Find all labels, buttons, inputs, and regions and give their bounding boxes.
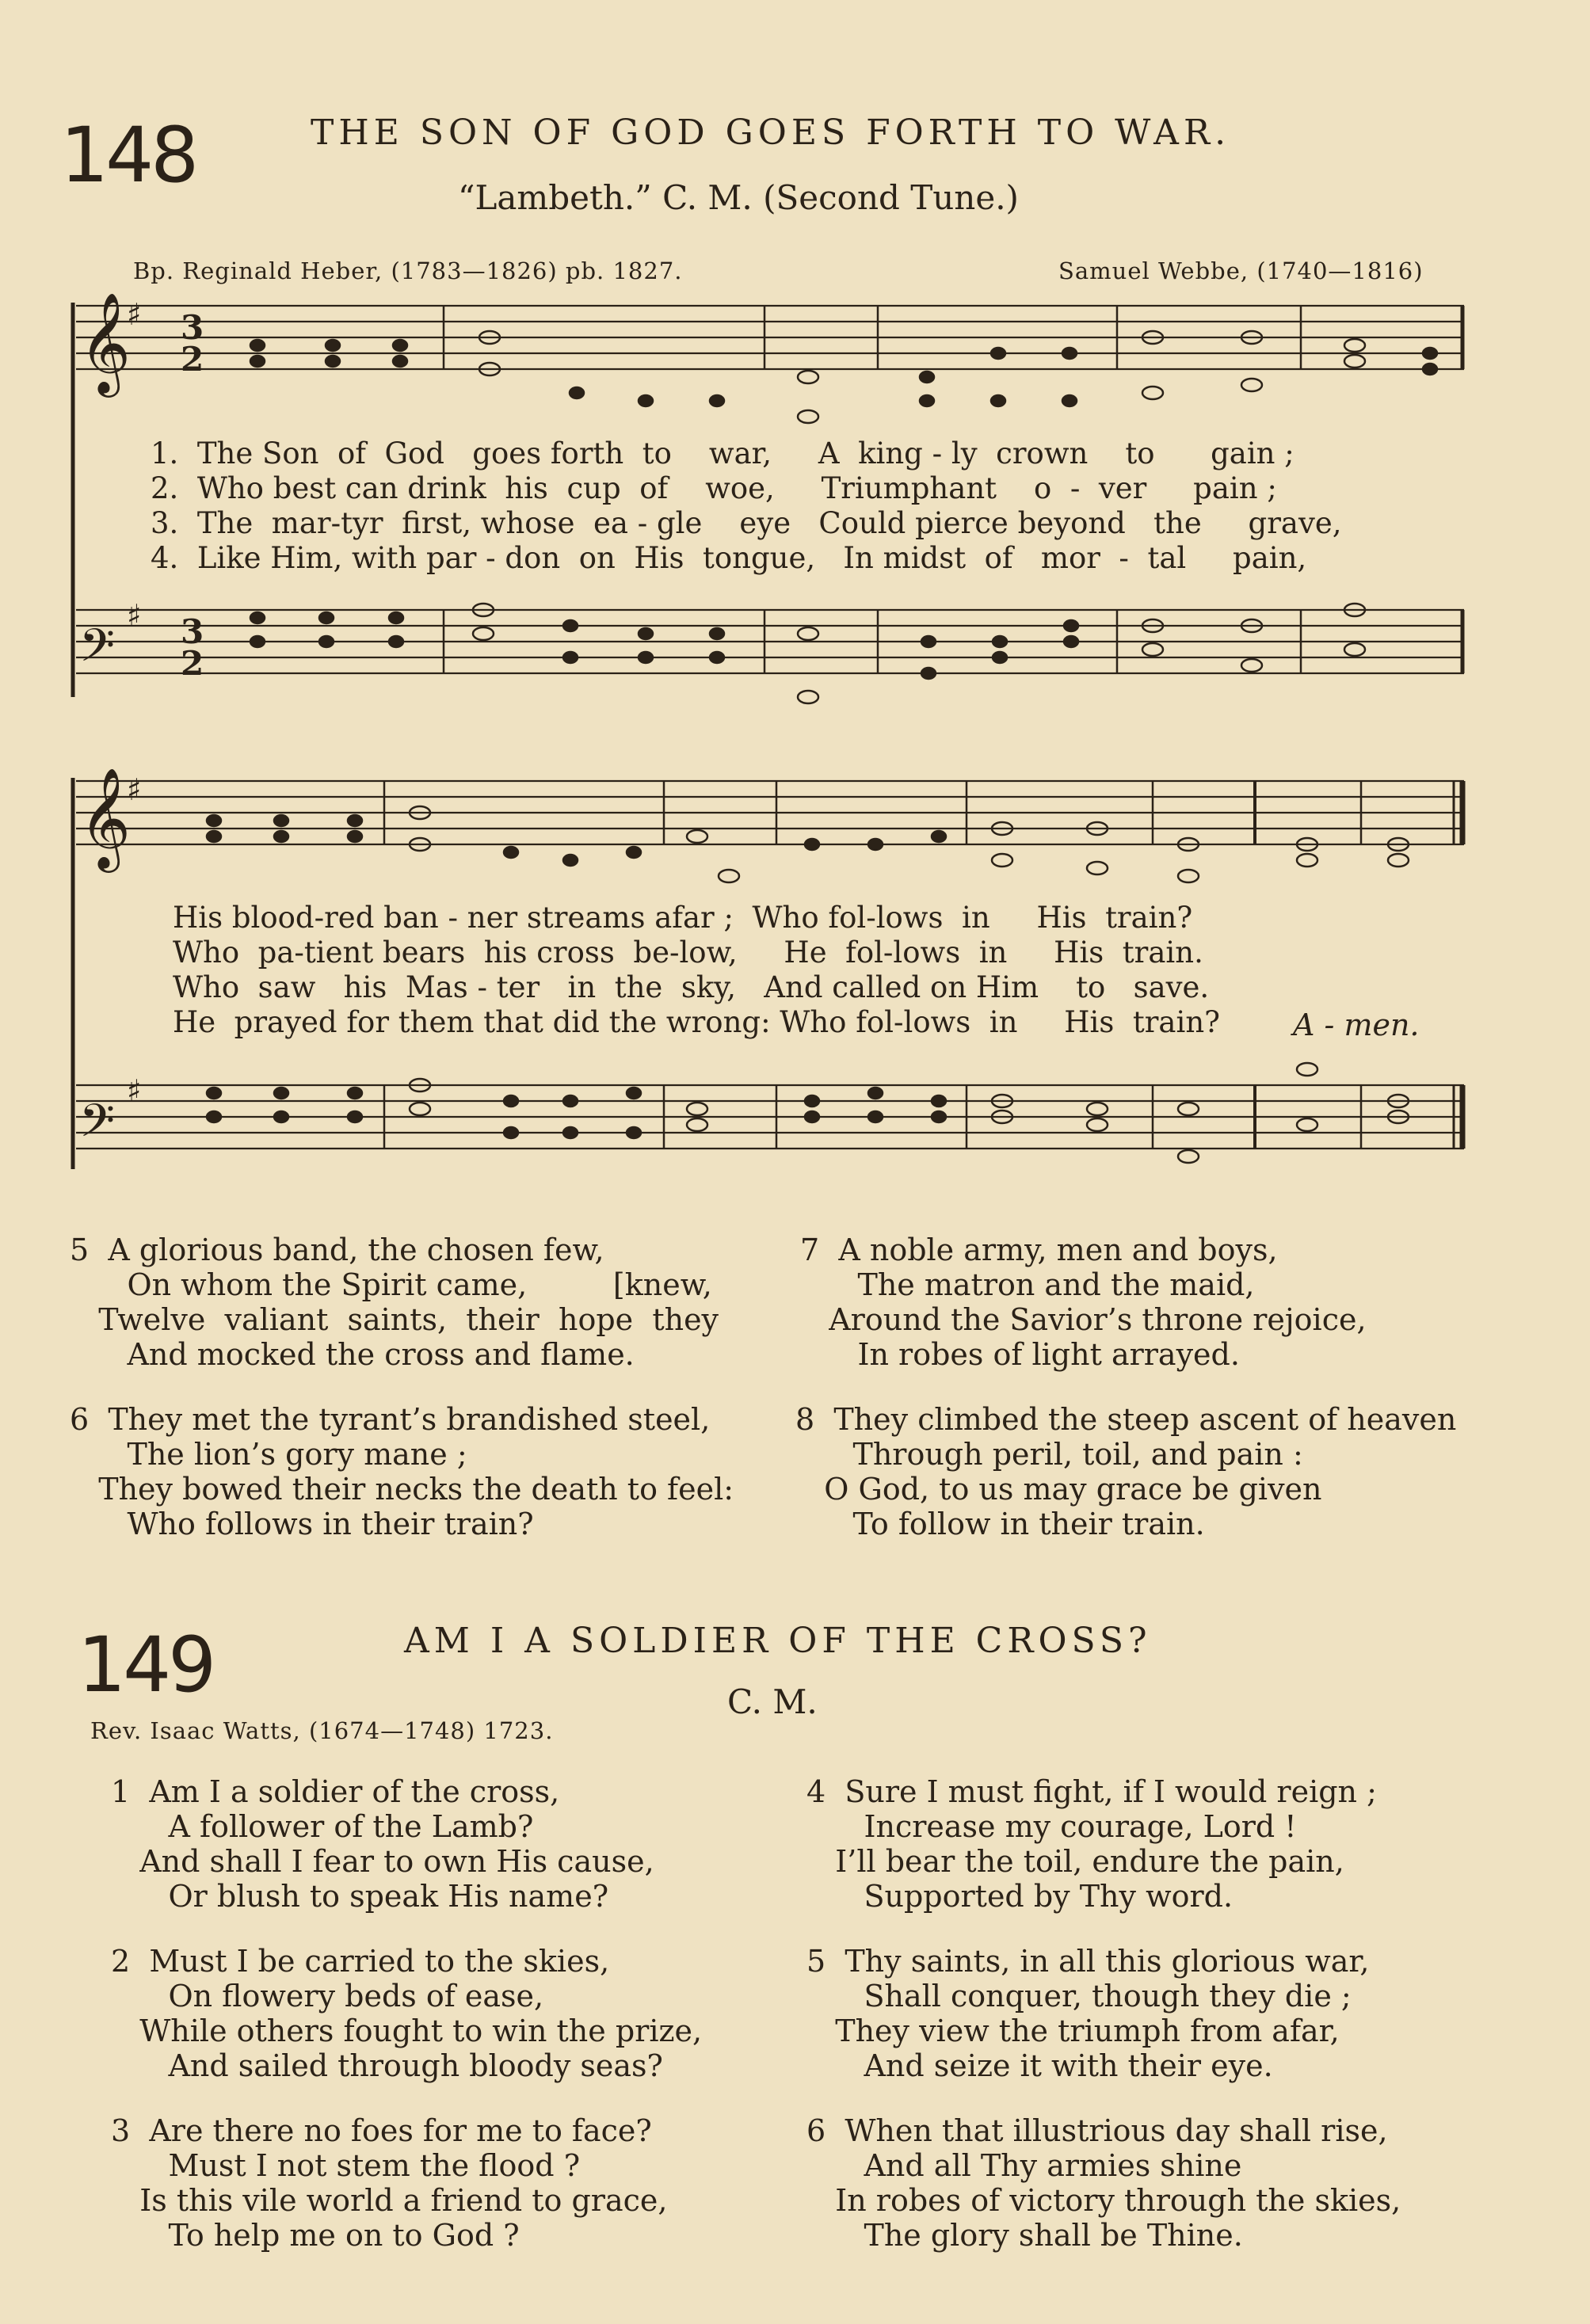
stanza-5 — [806, 1944, 1370, 2083]
stanza-line: To follow in their train. — [795, 1507, 1205, 1541]
stanza-7 — [800, 1232, 1367, 1372]
stanza-line: The lion’s gory mane ; — [70, 1437, 467, 1472]
svg-text:3: 3 — [181, 612, 204, 651]
stanza-line: And sailed through bloody seas? — [111, 2048, 663, 2083]
sharp-icon: ♯ — [127, 297, 142, 332]
stanza-line: Who follows in their train? — [70, 1507, 534, 1541]
stanza-line: The matron and the maid, — [800, 1267, 1255, 1302]
stanza-line: 4 Sure I must fight, if I would reign ; — [806, 1774, 1377, 1809]
tune-name: “Lambeth.” C. M. (Second Tune.) — [458, 178, 1019, 217]
bass-clef-icon: 𝄢 — [79, 619, 116, 684]
meter: C. M. — [727, 1682, 818, 1721]
hymn-title: THE SON OF GOD GOES FORTH TO WAR. — [311, 112, 1231, 153]
stanza-line: 6 When that illustrious day shall rise, — [806, 2113, 1388, 2148]
time-signature: 3 — [181, 308, 204, 347]
hymn-number: 148 — [60, 111, 196, 200]
stanza-line: Or blush to speak His name? — [111, 1879, 609, 1914]
stanza-line: And seize it with their eye. — [806, 2048, 1273, 2083]
stanza-line: They view the triumph from afar, — [806, 2013, 1340, 2048]
stanza-line: 5 Thy saints, in all this glorious war, — [806, 1944, 1370, 1979]
lyric-line: He prayed for them that did the wrong: Who fol-lows in His train? — [173, 1005, 1220, 1039]
stanza-line: Increase my courage, Lord ! — [806, 1809, 1297, 1844]
author-credit: Bp. Reginald Heber, (1783—1826) pb. 1827. — [133, 257, 683, 284]
lyric-line: 2. Who best can drink his cup of woe, Triumphant o - ver pain ; — [151, 471, 1277, 505]
stanza-line: And mocked the cross and flame. — [70, 1337, 635, 1372]
stanza-line: 8 They climbed the steep ascent of heaven — [795, 1402, 1457, 1437]
svg-text:𝄢: 𝄢 — [79, 1094, 116, 1159]
lyric-line: 1. The Son of God goes forth to war, A king - ly crown to gain ; — [151, 436, 1294, 471]
treble-clef-icon: 𝄞 — [79, 291, 132, 393]
stanza-3 — [111, 2113, 667, 2253]
stanza-4 — [806, 1774, 1377, 1914]
stanza-line: 2 Must I be carried to the skies, — [111, 1944, 610, 1979]
lyric-line: Who pa-tient bears his cross be-low, He fol-lows in His train. — [173, 935, 1203, 970]
stanza-line: On flowery beds of ease, — [111, 1979, 544, 2013]
stanza-line: Is this vile world a friend to grace, — [111, 2183, 668, 2218]
amen: A - men. — [1293, 1008, 1420, 1042]
lyrics-system-1 — [151, 436, 1342, 576]
stanza-line: Must I not stem the flood ? — [111, 2148, 581, 2183]
stanza-line: I’ll bear the toil, endure the pain, — [806, 1844, 1344, 1879]
stanza-line: While others fought to win the prize, — [111, 2013, 703, 2048]
stanza-line: Shall conquer, though they die ; — [806, 1979, 1352, 2013]
stanza-line: On whom the Spirit came, [knew, — [70, 1267, 712, 1302]
svg-text:♯: ♯ — [127, 772, 142, 807]
stanza-line: They bowed their necks the death to feel: — [70, 1472, 734, 1507]
stanza-line: In robes of victory through the skies, — [806, 2183, 1401, 2218]
hymn-number: 149 — [78, 1621, 214, 1709]
lyric-line: Who saw his Mas - ter in the sky, And called on Him to save. — [173, 970, 1210, 1004]
stanza-line: O God, to us may grace be given — [795, 1472, 1322, 1507]
stanza-line: Twelve valiant saints, their hope they — [70, 1302, 719, 1337]
svg-text:2: 2 — [181, 644, 204, 683]
stanza-line: 3 Are there no foes for me to face? — [111, 2113, 652, 2148]
stanza-line: The glory shall be Thine. — [806, 2218, 1243, 2253]
author-credit: Rev. Isaac Watts, (1674—1748) 1723. — [90, 1717, 554, 1744]
stanza-line: 5 A glorious band, the chosen few, — [70, 1232, 604, 1267]
svg-text:♯: ♯ — [127, 1073, 142, 1108]
lyric-line: 3. The mar-tyr first, whose ea - gle eye Could pierce beyond the grave, — [151, 506, 1342, 540]
stanza-8 — [795, 1402, 1456, 1541]
stanza-line: To help me on to God ? — [111, 2218, 520, 2253]
stanza-2 — [111, 1944, 702, 2083]
stanza-line: 7 A noble army, men and boys, — [800, 1232, 1278, 1267]
treble-staff — [76, 306, 1464, 369]
stanza-6 — [70, 1402, 734, 1541]
stanza-line: A follower of the Lamb? — [111, 1809, 534, 1844]
stanza-line: Supported by Thy word. — [806, 1879, 1233, 1914]
stanza-6 — [806, 2113, 1401, 2253]
lyric-line: His blood-red ban - ner streams afar ; Who fol-lows in His train? — [173, 901, 1193, 935]
stanza-line: Through peril, toil, and pain : — [795, 1437, 1303, 1472]
hymn-title: AM I A SOLDIER OF THE CROSS? — [404, 1621, 1152, 1661]
stanza-line: And all Thy armies shine — [806, 2148, 1242, 2183]
svg-text:♯: ♯ — [127, 598, 142, 633]
svg-text:𝄞: 𝄞 — [79, 767, 132, 868]
stanza-line: 6 They met the tyrant’s brandished steel, — [70, 1402, 711, 1437]
stanza-line: And shall I fear to own His cause, — [111, 1844, 654, 1879]
stanza-5 — [70, 1232, 719, 1372]
lyric-line: 4. Like Him, with par - don on His tongue, In midst of mor - tal pain, — [151, 541, 1307, 575]
svg-text:2: 2 — [181, 340, 204, 379]
stanza-line: In robes of light arrayed. — [800, 1337, 1240, 1372]
stanza-1 — [111, 1774, 654, 1914]
lyrics-system-2 — [173, 901, 1220, 1040]
stanza-line: Around the Savior’s throne rejoice, — [800, 1302, 1367, 1337]
composer-credit: Samuel Webbe, (1740—1816) — [1058, 257, 1424, 284]
stanza-line: 1 Am I a soldier of the cross, — [111, 1774, 560, 1809]
